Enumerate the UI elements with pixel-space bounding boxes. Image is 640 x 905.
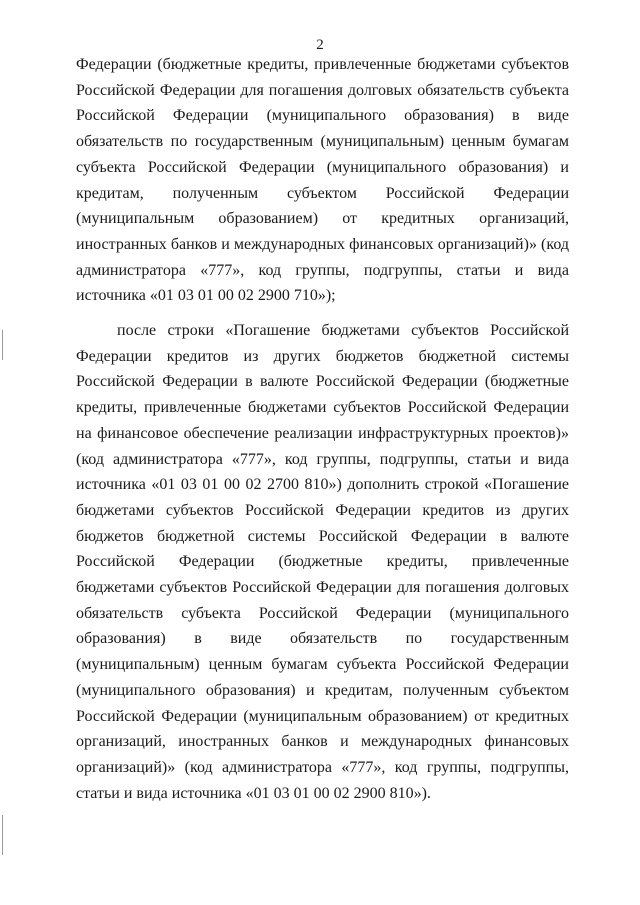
scan-edge-mark: [2, 330, 3, 360]
paragraph-amendment: после строки «Погашение бюджетами субъектов Российской Федерации кредитов из других бюджетов бюджетной системы Российской Федерации в валюте Российской Федерации (бюджетные кредиты, привлеченные бюджетами субъектов Российской Федерации на финансовое обеспечение реализации инфраструктурных проектов)» (код администратора «777», код группы, подгруппы, статьи и вида источника «01 03 01 00 02 2700 810») дополнить строкой «Погашение бюджетами субъектов Российской Федерации кредитов из других бюджетов бюджетной системы Российской Федерации в валюте Российской Федерации (бюджетные кредиты, привлеченные бюджетами субъектов Российской Федерации для погашения долговых обязательств субъекта Российской Федерации (муниципального образования) в виде обязательств по государственным (муниципальным) ценным бумагам субъекта Российской Федерации (муниципального образования) и кредитам, полученным субъектом Российской Федерации (муниципальным образованием) от кредитных организаций, иностранных банков и международных финансовых организаций)» (код администратора «777», код группы, подгруппы, статьи и вида источника «01 03 01 00 02 2900 810»).: [76, 322, 569, 802]
paragraph-continuation: Федерации (бюджетные кредиты, привлеченные бюджетами субъектов Российской Федерации для погашения долговых обязательств субъекта Российской Федерации (муниципального образования) в виде обязательств по государственным (муниципальным) ценным бумагам субъекта Российской Федерации (муниципального образования) и кредитам, полученным субъектом Российской Федерации (муниципальным образованием) от кредитных организаций, иностранных банков и международных финансовых организаций)» (код администратора «777», код группы, подгруппы, статьи и вида источника «01 03 01 00 02 2900 710»);: [76, 56, 569, 305]
document-body: [76, 52, 569, 806]
scan-edge-mark: [2, 815, 3, 855]
page-number: 2: [316, 37, 324, 53]
